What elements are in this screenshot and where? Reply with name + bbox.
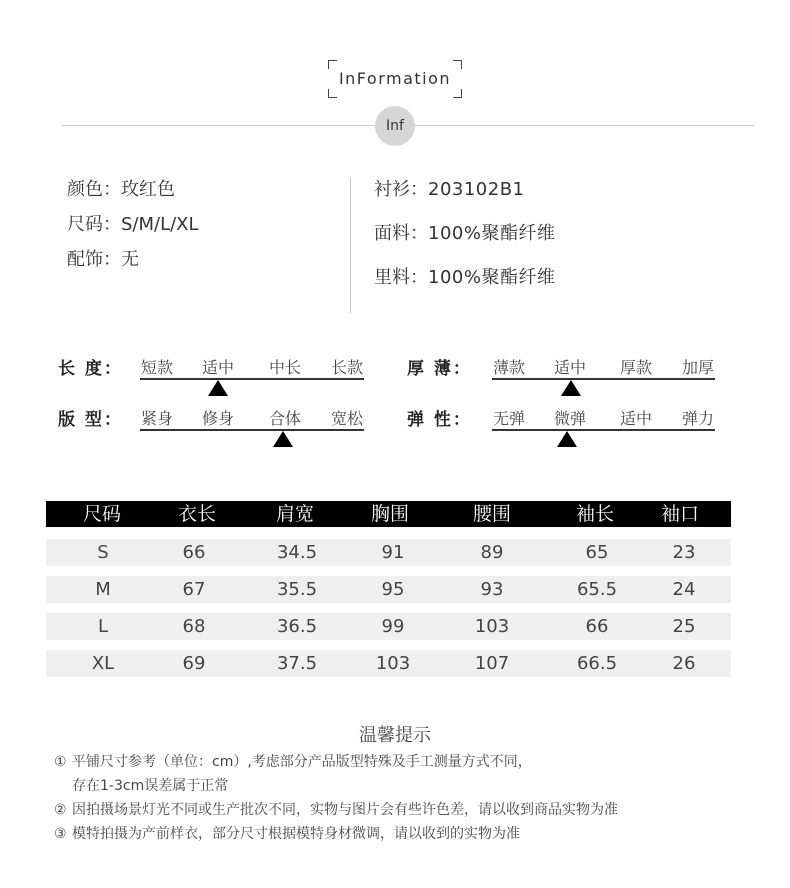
table-cell: 67 [182, 579, 206, 600]
scale-label: 弹 性： [407, 410, 472, 430]
table-cell: 25 [672, 616, 696, 637]
table-cell: 23 [672, 542, 696, 563]
info-label: 面料： [374, 223, 428, 244]
info-value: 无 [121, 249, 139, 270]
scale-label: 版 型： [58, 410, 123, 430]
scale-option: 短款 [141, 358, 174, 377]
table-cell: 89 [480, 542, 504, 563]
scale-option: 无弹 [493, 409, 526, 428]
table-header-cell: 胸围 [370, 503, 410, 525]
scale-option: 中长 [269, 358, 302, 377]
info-label: 尺码： [67, 214, 121, 235]
info-label: 里料： [374, 267, 428, 288]
table-header-cell: 腰围 [472, 503, 512, 525]
scale-marker-icon [557, 431, 577, 447]
scale-label: 厚 薄： [407, 359, 472, 379]
info-value: 玫红色 [121, 179, 175, 200]
scale-option: 加厚 [682, 358, 715, 377]
section-badge: Inf [375, 106, 415, 146]
table-cell: 65 [585, 542, 609, 563]
scale-line [140, 378, 364, 380]
note-number: ③ [54, 826, 67, 842]
scale-option: 紧身 [141, 409, 174, 428]
note-item [54, 799, 618, 819]
table-cell: 103 [474, 616, 510, 637]
info-lining [374, 263, 555, 307]
info-fabric [374, 219, 555, 263]
scale-option: 修身 [202, 409, 235, 428]
info-label: 颜色： [67, 179, 121, 200]
scale-marker-icon [208, 380, 228, 396]
table-cell: S [97, 542, 109, 563]
table-cell: 35.5 [276, 579, 318, 600]
info-label: 衬衫： [374, 179, 428, 200]
scale-option: 微弹 [554, 409, 587, 428]
table-cell: XL [91, 653, 115, 674]
scale-option: 厚款 [620, 358, 653, 377]
note-text: 模特拍摄为产前样衣，部分尺寸根据模特身材微调，请以收到的实物为准 [72, 826, 520, 842]
scale-line [492, 429, 715, 431]
info-value: S/M/L/XL [121, 214, 199, 235]
info-value: 100%聚酯纤维 [428, 267, 556, 288]
info-value: 100%聚酯纤维 [428, 223, 556, 244]
table-row [46, 613, 731, 640]
info-accessory [67, 245, 199, 280]
scale-option: 宽松 [331, 409, 364, 428]
scale-option: 适中 [620, 409, 653, 428]
info-right [374, 175, 555, 307]
info-size [67, 210, 199, 245]
table-cell: 37.5 [276, 653, 318, 674]
table-cell: L [97, 616, 109, 637]
table-cell: 91 [381, 542, 405, 563]
scale-option: 合体 [269, 409, 302, 428]
note-item [54, 823, 520, 843]
table-cell: 34.5 [276, 542, 318, 563]
corner-bracket [453, 89, 462, 98]
info-label: 配饰： [67, 249, 121, 270]
scale-option: 适中 [554, 358, 587, 377]
section-header [328, 60, 462, 98]
table-cell: 65.5 [576, 579, 618, 600]
table-cell: 66.5 [576, 653, 618, 674]
table-cell: 107 [474, 653, 510, 674]
table-cell: 26 [672, 653, 696, 674]
note-number: ② [54, 802, 67, 818]
table-cell: 95 [381, 579, 405, 600]
note-text: 存在1-3cm误差属于正常 [72, 778, 229, 794]
scale-option: 长款 [331, 358, 364, 377]
table-header-cell: 袖口 [660, 503, 700, 525]
table-cell: 103 [375, 653, 411, 674]
table-row [46, 650, 731, 677]
scale-marker-icon [561, 380, 581, 396]
table-header-cell: 衣长 [177, 503, 217, 525]
corner-bracket [453, 60, 462, 69]
note-text: 因拍摄场景灯光不同或生产批次不同，实物与图片会有些许色差，请以收到商品实物为准 [72, 802, 618, 818]
notes-title: 温馨提示 [359, 725, 431, 746]
note-number: ① [54, 754, 67, 770]
table-cell: 36.5 [276, 616, 318, 637]
scale-line [492, 378, 715, 380]
section-title: InFormation [338, 69, 452, 88]
table-cell: 24 [672, 579, 696, 600]
size-table [46, 501, 731, 674]
scale-label: 长 度： [58, 359, 123, 379]
table-cell: 69 [182, 653, 206, 674]
scale-line [140, 429, 364, 431]
corner-bracket [328, 89, 337, 98]
corner-bracket [328, 60, 337, 69]
scale-marker-icon [273, 431, 293, 447]
info-color [67, 175, 199, 210]
table-row [46, 539, 731, 566]
table-header-cell: 肩宽 [275, 503, 315, 525]
scale-option: 适中 [202, 358, 235, 377]
table-header-cell: 袖长 [575, 503, 615, 525]
table-cell: M [95, 579, 111, 600]
note-item [54, 775, 228, 795]
info-value: 203102B1 [428, 179, 525, 200]
table-header [46, 501, 731, 527]
note-item [54, 751, 532, 771]
table-cell: 66 [585, 616, 609, 637]
table-cell: 93 [480, 579, 504, 600]
table-cell: 99 [381, 616, 405, 637]
note-text: 平铺尺寸参考（单位：cm）,考虑部分产品版型特殊及手工测量方式不同， [72, 754, 532, 770]
info-left [67, 175, 199, 280]
info-style-no [374, 175, 555, 219]
table-cell: 68 [182, 616, 206, 637]
table-cell: 66 [182, 542, 206, 563]
vertical-divider [350, 177, 351, 313]
scale-option: 弹力 [682, 409, 715, 428]
table-header-cell: 尺码 [82, 503, 122, 525]
table-row [46, 576, 731, 603]
scale-option: 薄款 [493, 358, 526, 377]
